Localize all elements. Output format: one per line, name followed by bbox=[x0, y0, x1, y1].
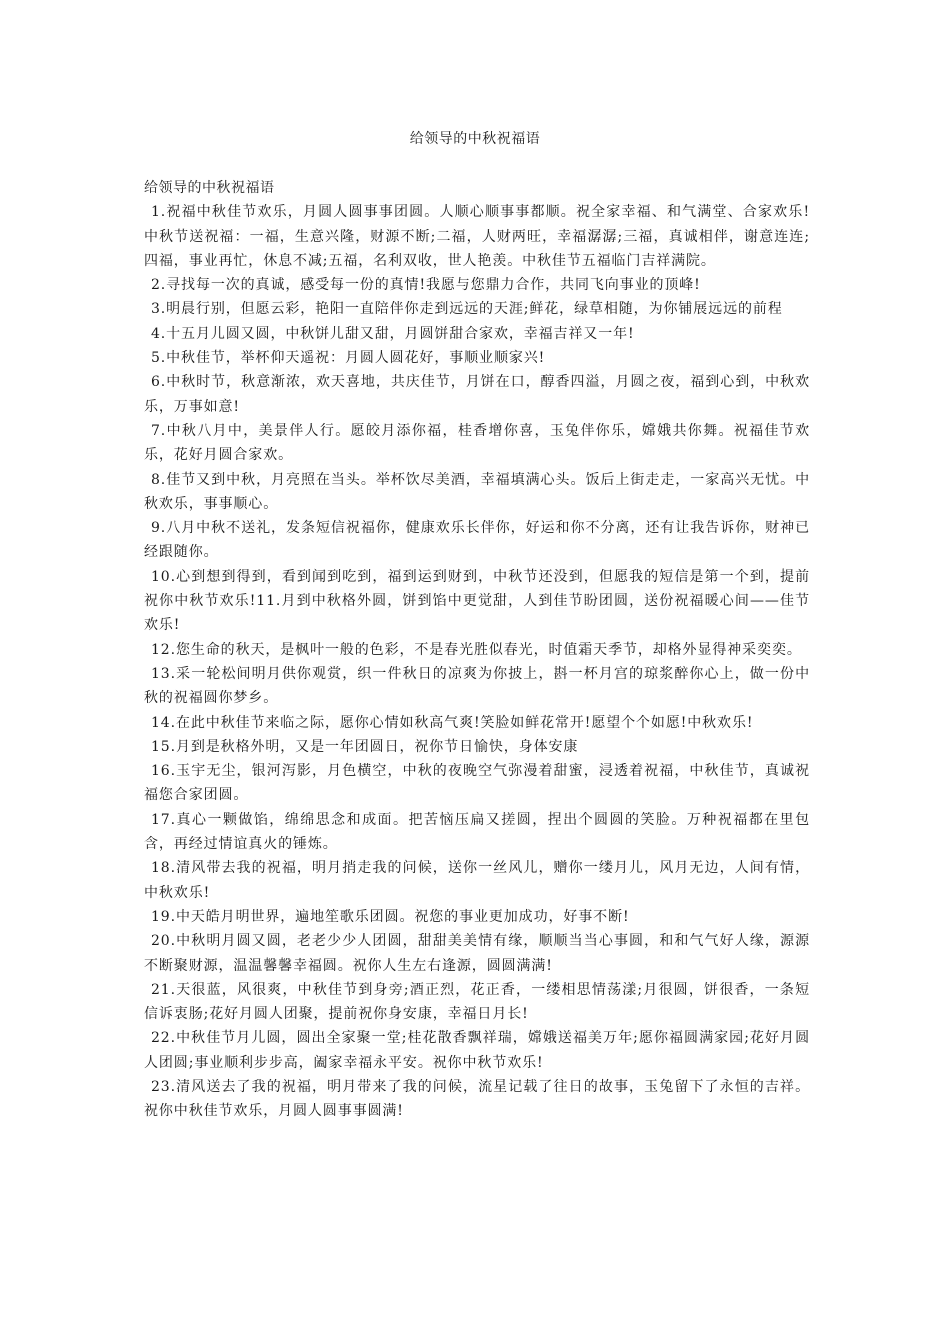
paragraph: 8.佳节又到中秋，月亮照在当头。举杯饮尽美酒，幸福填满心头。饭后上街走走，一家高兴无忧。中秋欢乐，事事顺心。 bbox=[144, 471, 810, 512]
paragraph: 15.月到是秋格外明，又是一年团圆日，祝你节日愉快，身体安康 bbox=[151, 738, 579, 755]
paragraph: 10.心到想到得到，看到闻到吃到，福到运到财到，中秋节还没到，但愿我的短信是第一个到，提前祝你中秋节欢乐!11.月到中秋格外圆，饼到馅中更觉甜，人到佳节盼团圆，送份祝福暖心间——佳节欢乐! bbox=[144, 568, 810, 634]
paragraph: 2.寻找每一次的真诚，感受每一份的真情!我愿与您鼎力合作，共同飞向事业的顶峰! bbox=[151, 277, 701, 294]
document-body bbox=[144, 176, 810, 1124]
paragraph: 13.采一轮松间明月供你观赏，织一件秋日的凉爽为你披上，斟一杯月宫的琼浆醉你心上，做一份中秋的祝福圆你梦乡。 bbox=[144, 665, 810, 707]
page-title: 给领导的中秋祝福语 bbox=[409, 131, 541, 147]
paragraph: 21.天很蓝，风很爽，中秋佳节到身旁;酒正烈，花正香，一缕相思情荡漾;月很圆，饼很香，一条短信诉衷肠;花好月圆人团聚，提前祝你身安康，幸福日月长! bbox=[144, 981, 810, 1023]
section-heading: 给领导的中秋祝福语 bbox=[144, 180, 275, 196]
paragraph: 20.中秋明月圆又圆，老老少少人团圆，甜甜美美情有缘，顺顺当当心事圆，和和气气好人缘，源源不断聚财源，温温馨馨幸福圆。祝你人生左右逢源，圆圆满满! bbox=[144, 933, 810, 974]
paragraph: 17.真心一颗做馅，绵绵思念和成面。把苦恼压扁又搓圆，捏出个圆圆的笑脸。万种祝福都在里包含，再经过情谊真火的锤炼。 bbox=[144, 811, 810, 853]
paragraph: 3.明晨行别，但愿云彩，艳阳一直陪伴你走到远远的天涯;鲜花，绿草相随，为你铺展远远的前程 bbox=[151, 301, 783, 318]
paragraph: 18.清风带去我的祝福，明月捎走我的问候，送你一丝风儿，赠你一缕月儿，风月无边，人间有情，中秋欢乐! bbox=[144, 860, 810, 901]
paragraph: 23.清风送去了我的祝福，明月带来了我的问候，流星记载了往日的故事，玉兔留下了永恒的吉祥。祝你中秋佳节欢乐，月圆人圆事事圆满! bbox=[144, 1078, 810, 1120]
paragraph: 4.十五月儿圆又圆，中秋饼儿甜又甜，月圆饼甜合家欢，幸福吉祥又一年! bbox=[151, 325, 635, 342]
paragraph: 22.中秋佳节月儿圆，圆出全家聚一堂;桂花散香飘祥瑞，嫦娥送福美万年;愿你福圆满家园;花好月圆人团圆;事业顺利步步高，阖家幸福永平安。祝你中秋节欢乐! bbox=[144, 1030, 810, 1071]
paragraph: 19.中天皓月明世界，遍地笙歌乐团圆。祝您的事业更加成功，好事不断! bbox=[151, 908, 630, 925]
paragraph: 14.在此中秋佳节来临之际，愿你心情如秋高气爽!笑脸如鲜花常开!愿望个个如愿!中秋欢乐! bbox=[151, 714, 754, 731]
paragraph: 9.八月中秋不送礼，发条短信祝福你，健康欢乐长伴你，好运和你不分离，还有让我告诉你，财神已经跟随你。 bbox=[144, 520, 810, 561]
paragraph: 16.玉宇无尘，银河泻影，月色横空，中秋的夜晚空气弥漫着甜蜜，浸透着祝福，中秋佳节，真诚祝福您合家团圆。 bbox=[144, 763, 810, 804]
paragraph: 1.祝福中秋佳节欢乐，月圆人圆事事团圆。人顺心顺事事都顺。祝全家幸福、和气满堂、合家欢乐!中秋节送祝福：一福，生意兴隆，财源不断;二福，人财两旺，幸福潺潺;三福，真诚相伴，谢意连连;四福，事业再忙，休息不减;五福，名利双收，世人艳羡。中秋佳节五福临门吉祥满院。 bbox=[144, 204, 810, 269]
paragraph: 6.中秋时节，秋意渐浓，欢天喜地，共庆佳节，月饼在口，醇香四溢，月圆之夜，福到心到，中秋欢乐，万事如意! bbox=[144, 374, 810, 415]
paragraph: 12.您生命的秋天，是枫叶一般的色彩，不是春光胜似春光，时值霜天季节，却格外显得神采奕奕。 bbox=[151, 641, 802, 658]
paragraph: 7.中秋八月中，美景伴人行。愿皎月添你福，桂香增你喜，玉兔伴你乐，嫦娥共你舞。祝福佳节欢乐，花好月圆合家欢。 bbox=[144, 422, 810, 464]
paragraph: 5.中秋佳节，举杯仰天遥祝：月圆人圆花好，事顺业顺家兴! bbox=[151, 350, 546, 367]
